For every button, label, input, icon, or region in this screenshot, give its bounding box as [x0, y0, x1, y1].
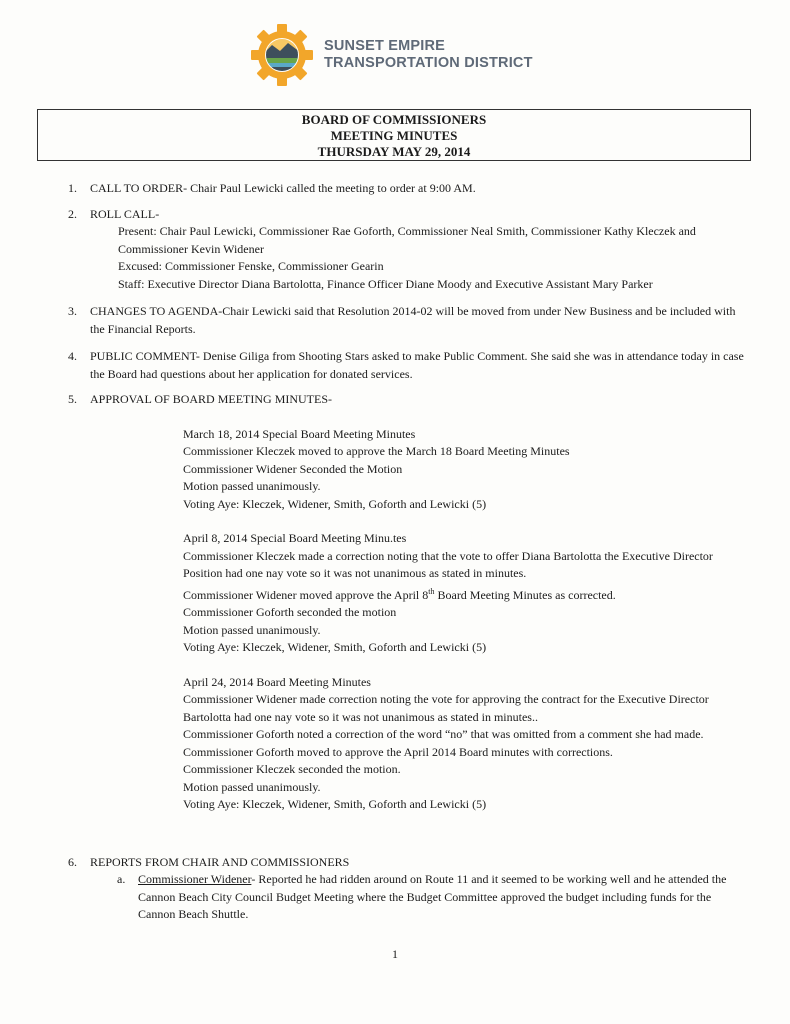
item-number: 6. [68, 854, 77, 869]
result-text: Motion passed unanimously. [183, 622, 321, 637]
second-text: Commissioner Widener Seconded the Motion [183, 461, 403, 476]
roll-call-excused: Excused: Commissioner Fenske, Commissioner Gearin [118, 259, 384, 273]
item-text: CALL TO ORDER- Chair Paul Lewicki called the meeting to order at 9:00 AM. [90, 181, 476, 195]
item-text: ROLL CALL- [90, 206, 160, 221]
vote-text: Voting Aye: Kleczek, Widener, Smith, Goforth and Lewicki (5) [183, 640, 487, 654]
org-name [324, 38, 533, 72]
vote-text: Voting Aye: Kleczek, Widener, Smith, Goforth and Lewicki (5) [183, 496, 487, 511]
agenda-item-5 [0, 391, 790, 409]
agenda-item-4 [0, 348, 790, 383]
item-number: 4. [68, 349, 77, 363]
roll-call-staff: Staff: Executive Director Diana Bartolotta, Finance Officer Diane Moody and Executive Assistant Mary Parker [118, 276, 653, 291]
item-number: 2. [68, 206, 77, 221]
org-logo [250, 22, 533, 88]
item-text: PUBLIC COMMENT- Denise Giliga from Shooting Stars asked to make Public Comment. She said she was in attendance today in case the Board had questions about her application for donated services. [90, 349, 744, 381]
org-name-line2: TRANSPORTATION DISTRICT [324, 55, 533, 71]
result-text: Motion passed unanimously. [183, 779, 321, 794]
sub-item-letter: a. [117, 872, 126, 886]
agenda-item-1 [0, 180, 790, 198]
motion-text-a: Commissioner Widener moved approve the April 8 [183, 587, 429, 602]
item-number: 5. [68, 392, 77, 406]
minutes-heading: April 8, 2014 Special Board Meeting Minu.tes [183, 531, 407, 545]
item-number: 3. [68, 304, 77, 318]
agenda-item-2 [0, 206, 790, 224]
minutes-april-8 [0, 530, 790, 657]
item-text: CHANGES TO AGENDA-Chair Lewicki said that Resolution 2014-02 will be moved from under New Business and be included with the Financial Reports. [90, 304, 736, 336]
correction-text-2: Commissioner Goforth noted a correction of the word “no” that was omitted from a comment she had made. [183, 727, 704, 741]
report-text: - Reported he had ridden around on Route 11 and it seemed to be working well and he attended the Cannon Beach City Council Budget Meeting where the Budget Committee approved the budget including funds for the Cannon Beach Shuttle. [138, 872, 727, 921]
commissioner-name: Commissioner Widener [138, 872, 252, 886]
roll-call-present: Present: Chair Paul Lewicki, Commissioner Rae Goforth, Commissioner Neal Smith, Commissioner Kathy Kleczek and Commissioner Kevin Widener [118, 224, 696, 256]
agenda-item-3 [0, 303, 790, 338]
minutes-heading: April 24, 2014 Board Meeting Minutes [183, 674, 371, 689]
correction-text: Commissioner Widener made correction noting the vote for approving the contract for the Executive Director Bartolotta had one nay vote so it was not unanimous as stated in minutes.. [183, 692, 709, 724]
minutes-body [0, 180, 790, 924]
title-box [37, 109, 751, 161]
motion-text: Commissioner Kleczek moved to approve the March 18 Board Meeting Minutes [183, 444, 570, 458]
second-text: Commissioner Kleczek seconded the motion. [183, 762, 401, 776]
minutes-april-24 [0, 674, 790, 814]
motion-text-b: Board Meeting Minutes as corrected. [434, 587, 616, 602]
org-name-line1: SUNSET EMPIRE [324, 38, 446, 54]
motion-text-sup: th [428, 586, 435, 596]
vote-text: Voting Aye: Kleczek, Widener, Smith, Goforth and Lewicki (5) [183, 797, 487, 811]
page-number: 1 [392, 947, 398, 961]
second-text: Commissioner Goforth seconded the motion [183, 605, 397, 619]
item-text: REPORTS FROM CHAIR AND COMMISSIONERS [90, 854, 350, 869]
motion-text [183, 583, 750, 605]
minutes-march-18 [0, 426, 790, 514]
result-text: Motion passed unanimously. [183, 479, 321, 493]
minutes-heading: March 18, 2014 Special Board Meeting Minutes [183, 426, 416, 441]
title-line2: MEETING MINUTES [330, 128, 458, 143]
title-line1: BOARD OF COMMISSIONERS [301, 112, 487, 127]
motion-text: Commissioner Goforth moved to approve the April 2014 Board minutes with corrections. [183, 744, 613, 759]
item-number: 1. [68, 181, 77, 195]
title-line3: THURSDAY MAY 29, 2014 [317, 144, 471, 159]
report-widener [0, 871, 790, 924]
gear-sunset-logo-icon [250, 23, 314, 87]
item-text: APPROVAL OF BOARD MEETING MINUTES- [90, 392, 333, 406]
agenda-item-6 [0, 854, 790, 872]
correction-text: Commissioner Kleczek made a correction noting that the vote to offer Diana Bartolotta the Executive Director Position had one nay vote so it was not unanimous as stated in minutes. [183, 548, 713, 580]
